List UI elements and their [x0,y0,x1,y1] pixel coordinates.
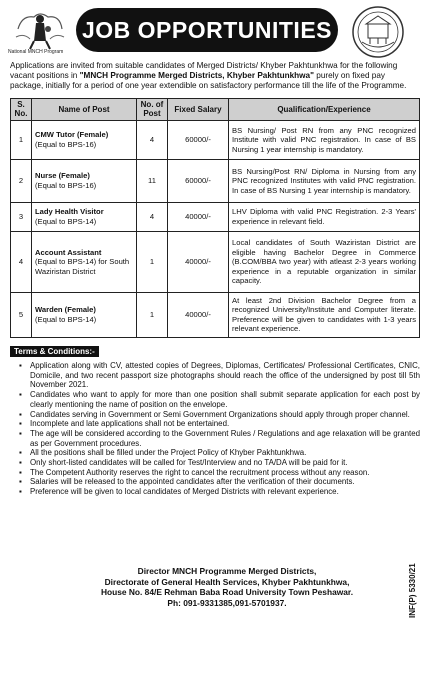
cell-count: 1 [137,231,168,292]
post-bps: (Equal to BPS-16) [35,139,97,149]
jobs-table [10,98,420,338]
post-bps: (Equal to BPS-14) for South Waziristan District [35,257,130,276]
address-phone: Ph: 091-9331385,091-5701937. [167,597,287,608]
list-item: ▪ Candidates serving in Government or Semi Government Organizations should apply through proper channel. [30,410,420,420]
table-header-row [11,99,420,121]
terms-list [10,361,420,497]
contact-address [96,566,358,608]
cell-count: 4 [137,120,168,159]
list-item: ▪ Only short-listed candidates will be called for Test/Interview and no TA/DA will be paid for it. [30,458,420,468]
list-item: ▪ Salaries will be released to the appointed candidates after the verification of their documents. [30,477,420,487]
table-row [11,120,420,159]
cell-sno: 5 [11,292,32,337]
table-row [11,202,420,231]
logo-caption: National MNCH Program [8,49,64,55]
post-bps: (Equal to BPS-16) [35,180,97,190]
list-item: ▪ Candidates who want to apply for more than one position shall submit separate application for each post by clearly mentioning the name of position on the envelope. [30,390,420,409]
cell-salary: 40000/- [168,231,229,292]
cell-count: 1 [137,292,168,337]
terms-heading: Terms & Conditions:- [10,346,99,357]
post-bps: (Equal to BPS-14) [35,216,97,226]
cell-count: 11 [137,159,168,202]
cell-qualification: BS Nursing/Post RN/ Diploma in Nursing from any PNC recognized Institutes with valid PNC registration. In case of BS Nursing 1 year internship is mandatory. [229,159,420,202]
cell-sno: 1 [11,120,32,159]
cell-salary: 40000/- [168,202,229,231]
post-name: Lady Health Visitor [35,207,104,217]
advertisement-page [4,3,424,622]
intro-programme-name: "MNCH Programme Merged Districts, Khyber Pakhtunkhwa" [79,71,314,81]
page-title: JOB OPPORTUNITIES [81,16,333,43]
list-item: ▪ All the positions shall be filled under the Project Policy of Khyber Pakhtunkhwa. [30,448,420,458]
inf-code-wrapper [408,563,418,678]
header-salary: Fixed Salary [168,99,229,121]
header-sno: S. No. [11,99,32,121]
address-line: Directorate of General Health Services, Khyber Pakhtunkhwa, [104,576,350,587]
cell-post [32,202,137,231]
address-line: Director MNCH Programme Merged Districts, [137,566,317,576]
post-name: Nurse (Female) [35,171,90,181]
cell-salary: 40000/- [168,292,229,337]
cell-sno: 3 [11,202,32,231]
post-bps: (Equal to BPS-14) [35,314,97,324]
table-row [11,231,420,292]
intro-paragraph [10,61,420,92]
cell-count: 4 [137,202,168,231]
cell-qualification: At least 2nd Division Bachelor Degree from a recognized University/Institute and Computer literate. Preference will be given to candidates with 1-3 years relevant experience. [229,292,420,337]
table-row [11,159,420,202]
post-name: Account Assistant [35,247,102,257]
list-item: ▪ Application along with CV, attested copies of Degrees, Diplomas, Certificates/ Professional Certificates, CNIC, Domicile, and two recent passport size photographs should reach the office of the undersigned by post till 5th November 2021. [30,361,420,390]
list-item: ▪ The age will be considered according to the Government Rules / Regulations and age relaxation will be granted as per Government procedures. [30,429,420,448]
cell-post [32,231,137,292]
cell-qualification: BS Nursing/ Post RN from any PNC recognized Institute with valid PNC registration. In case of BS Nursing 1 year internship is mandatory. [229,120,420,159]
cell-post [32,292,137,337]
kp-government-emblem [350,4,406,60]
inf-code: INF(P) 5330/21 [408,563,417,618]
address-line: House No. 84/E Rehman Baba Road University Town Peshawar. [100,587,354,598]
cell-salary: 60000/- [168,120,229,159]
header-post-name: Name of Post [32,99,137,121]
title-banner [76,8,338,52]
cell-qualification: Local candidates of South Waziristan District are eligible having Bachelor Degree in Commerce (B.COM/BBA two year) with atleast 2-3 years working experience in a reputable organization in similar capacity. [229,231,420,292]
post-name: CMW Tutor (Female) [35,130,109,140]
cell-post [32,159,137,202]
cell-salary: 60000/- [168,159,229,202]
list-item: ▪ The Competent Authority reserves the right to cancel the recruitment process without any reason. [30,468,420,478]
intro-text-1: Applications are invited from suitable candidates of Merged Districts/ Khyber Pakhtunkhwa for the following vacant positions in [10,61,398,81]
intro-text-2: purely on fixed pay package, initially for a period of one year extendible on satisfactory performance till the life of the Programme. [10,71,407,91]
cell-sno: 4 [11,231,32,292]
terms-section [10,341,420,497]
post-name: Warden (Female) [35,305,96,315]
list-item: ▪ Preference will be given to local candidates of Merged Districts with relevant experience. [30,487,420,497]
cell-qualification: LHV Diploma with valid PNC Registration. 2-3 Years' experience in relevant field. [229,202,420,231]
table-row [11,292,420,337]
header-qualification: Qualification/Experience [229,99,420,121]
list-item: ▪ Incomplete and late applications shall not be entertained. [30,419,420,429]
cell-post [32,120,137,159]
cell-sno: 2 [11,159,32,202]
header-post-count: No. of Post [137,99,168,121]
